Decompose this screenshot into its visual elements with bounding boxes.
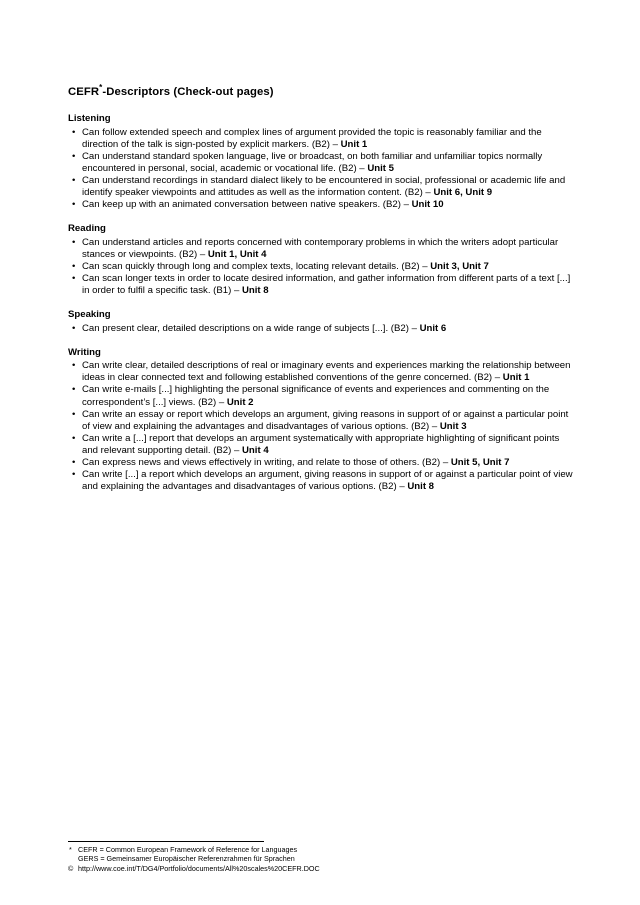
page-title bbox=[68, 83, 574, 99]
footnote-line-cefr bbox=[68, 845, 574, 854]
footnote-cefr-text: CEFR = Common European Framework of Reference for Languages bbox=[78, 845, 298, 854]
footnote-url-text: http://www.coe.int/T/DG4/Portfolio/documents/All%20scales%20CEFR.DOC bbox=[78, 863, 320, 873]
descriptor-item bbox=[68, 273, 574, 297]
unit-reference: Unit 10 bbox=[411, 199, 444, 211]
bullet-icon: • bbox=[72, 260, 76, 272]
descriptor-item bbox=[68, 457, 574, 469]
section-heading-speaking: Speaking bbox=[68, 309, 111, 321]
skill-section bbox=[68, 223, 574, 297]
descriptor-text: Can follow extended speech and complex lines of argument provided the topic is reasonably familiar and the direction of the talk is sign-posted by explicit markers. (B2) – bbox=[82, 126, 542, 150]
descriptor-text: Can understand recordings in standard dialect likely to be encountered in social, professional or academic life and identify speaker viewpoints and attitudes as well as the information content. (B2) – bbox=[82, 174, 566, 198]
descriptor-item bbox=[68, 360, 574, 384]
section-heading-listening: Listening bbox=[68, 113, 111, 124]
unit-reference: Unit 4 bbox=[242, 444, 269, 456]
descriptor-text: Can keep up with an animated conversation between native speakers. (B2) – bbox=[82, 199, 412, 211]
unit-reference: Unit 1, Unit 4 bbox=[207, 248, 267, 260]
descriptor-list bbox=[68, 323, 574, 335]
bullet-icon: • bbox=[72, 199, 76, 211]
skill-section bbox=[68, 347, 574, 494]
descriptor-text: Can understand articles and reports concerned with contemporary problems in which the writers adopt particular stances or viewpoints. (B2) – bbox=[82, 236, 559, 260]
bullet-icon: • bbox=[72, 360, 76, 372]
descriptor-text: Can express news and views effectively in writing, and relate to those of others. (B2) – bbox=[82, 456, 451, 468]
bullet-icon: • bbox=[72, 150, 76, 162]
unit-reference: Unit 6, Unit 9 bbox=[433, 186, 493, 198]
descriptor-item bbox=[68, 199, 574, 211]
bullet-icon: • bbox=[72, 126, 76, 138]
bullet-icon: • bbox=[72, 456, 76, 468]
descriptor-text: Can write a [...] report that develops an argument systematically with appropriate highlighting of significant points and relevant supporting detail. (B2) – bbox=[82, 432, 560, 456]
skill-section bbox=[68, 113, 574, 211]
document-body bbox=[68, 83, 574, 493]
page-title-suffix: -Descriptors (Check-out pages) bbox=[102, 86, 274, 98]
footnote-line-gers bbox=[68, 854, 574, 863]
descriptor-list bbox=[68, 237, 574, 297]
bullet-icon: • bbox=[72, 384, 76, 396]
descriptor-text: Can write an essay or report which develops an argument, giving reasons in support of or against a particular point of view and explaining the advantages and disadvantages of various options. (B2) – bbox=[82, 408, 569, 432]
descriptor-text: Can scan quickly through long and complex texts, locating relevant details. (B2) – bbox=[82, 260, 431, 272]
descriptor-list bbox=[68, 360, 574, 493]
descriptor-item bbox=[68, 175, 574, 199]
descriptor-list bbox=[68, 127, 574, 212]
descriptor-text: Can present clear, detailed descriptions on a wide range of subjects [...]. (B2) – bbox=[82, 322, 420, 334]
descriptor-text: Can write [...] a report which develops an argument, giving reasons in support of or against a particular point of view and explaining the advantages and disadvantages of various options. (B2) – bbox=[82, 469, 573, 493]
descriptor-text: Can understand standard spoken language, live or broadcast, on both familiar and unfamiliar topics normally encountered in personal, social, academic or vocational life. (B2) – bbox=[82, 150, 543, 174]
unit-reference: Unit 5, Unit 7 bbox=[450, 456, 510, 468]
footnote-block bbox=[68, 841, 574, 873]
descriptor-item bbox=[68, 261, 574, 273]
descriptor-item bbox=[68, 151, 574, 175]
unit-reference: Unit 3, Unit 7 bbox=[430, 260, 489, 272]
descriptor-item bbox=[68, 237, 574, 261]
bullet-icon: • bbox=[72, 469, 76, 481]
descriptor-item bbox=[68, 127, 574, 151]
unit-reference: Unit 8 bbox=[241, 285, 269, 297]
footnote-gers-text: GERS = Gemeinsamer Europäischer Referenzrahmen für Sprachen bbox=[78, 854, 295, 864]
footnote-reference-marker: * bbox=[99, 83, 103, 93]
copyright-icon: © bbox=[68, 863, 74, 873]
descriptor-item bbox=[68, 433, 574, 457]
skill-section bbox=[68, 309, 574, 335]
descriptor-text: Can write clear, detailed descriptions of real or imaginary events and experiences marking the relationship between ideas in clear connected text and following established conventions of the genre concerned. (B2) – bbox=[82, 360, 571, 384]
bullet-icon: • bbox=[72, 322, 76, 334]
section-heading-writing: Writing bbox=[68, 346, 101, 358]
bullet-icon: • bbox=[72, 408, 76, 420]
footnote-marker-icon: * bbox=[69, 845, 72, 854]
descriptor-item bbox=[68, 323, 574, 335]
unit-reference: Unit 5 bbox=[367, 162, 394, 174]
unit-reference: Unit 1 bbox=[502, 372, 530, 384]
unit-reference: Unit 8 bbox=[407, 481, 435, 493]
unit-reference: Unit 6 bbox=[419, 322, 447, 334]
bullet-icon: • bbox=[72, 236, 76, 248]
unit-reference: Unit 2 bbox=[226, 396, 254, 408]
bullet-icon: • bbox=[72, 174, 76, 186]
footnote-line-source-url bbox=[68, 864, 574, 873]
descriptor-text: Can scan longer texts in order to locate desired information, and gather information from different parts of a text [...] in order to fulfil a specific task. (B1) – bbox=[82, 272, 571, 297]
bullet-icon: • bbox=[72, 432, 76, 444]
descriptor-item bbox=[68, 409, 574, 433]
unit-reference: Unit 3 bbox=[439, 420, 467, 432]
page-title-prefix: CEFR bbox=[68, 86, 100, 98]
sections-container bbox=[68, 113, 574, 493]
bullet-icon: • bbox=[72, 272, 76, 284]
descriptor-item bbox=[68, 469, 574, 493]
descriptor-text: Can write e-mails [...] highlighting the personal significance of events and experiences and commenting on the correspondent’s [...] views. (B2) – bbox=[82, 384, 550, 408]
section-heading-reading: Reading bbox=[68, 223, 106, 235]
unit-reference: Unit 1 bbox=[340, 138, 368, 150]
footnote-divider bbox=[68, 841, 264, 842]
descriptor-item bbox=[68, 384, 574, 408]
